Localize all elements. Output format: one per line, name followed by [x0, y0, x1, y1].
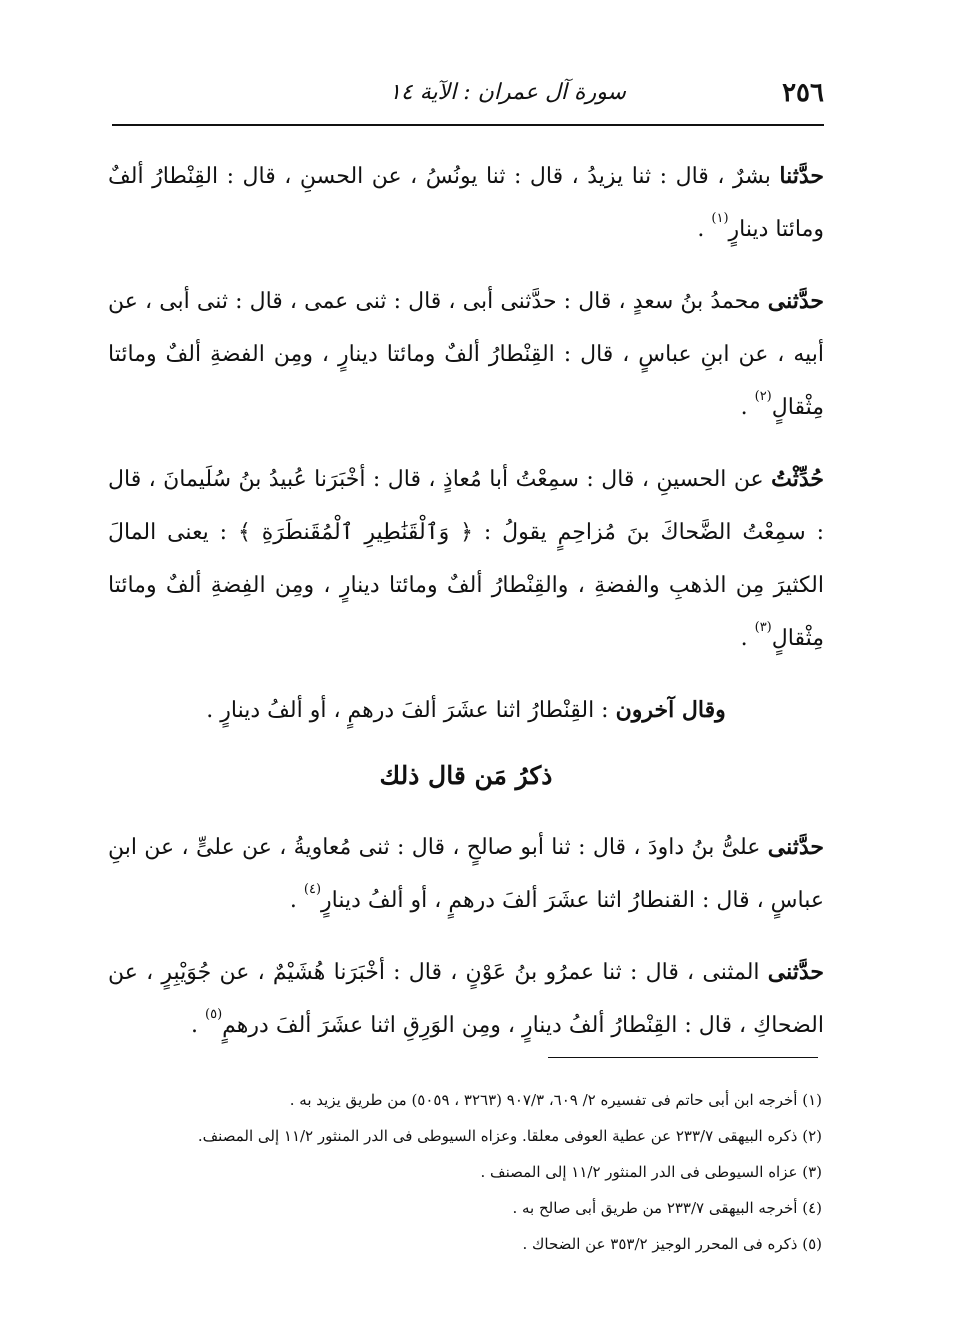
narration-paragraph [108, 453, 824, 668]
narration-lead: حُدِّثْتُ [771, 466, 824, 492]
footnote: (٣) عزاه السيوطى فى الدر المنثور ١١/٢ إلى المصنف . [480, 1163, 822, 1181]
narration-text: علىُّ بنُ داودَ ، قال : ثنا أبو صالحٍ ، قال : ثنى مُعاويةُ ، عن علىٍّ ، عن ابنِ عباسٍ ، قال : القنطارُ اثنا عشَرَ ألفَ درهمٍ ، أو ألفُ دينارٍ [108, 835, 824, 913]
header-rule [112, 124, 824, 126]
running-title: سورة آل عمران : الآية ١٤ [389, 80, 626, 105]
narration-lead: حدَّثنى [767, 959, 824, 985]
main-text [108, 150, 824, 1071]
narration-text: المثنى ، قال : ثنا عمرُو بنُ عَوْنٍ ، قال : أخْبَرَنا هُشَيْمٌ ، عن جُوَيْبِرٍ ، عن الضحاكِ ، قال : القِنْطارُ ألفُ دينارٍ ، ومِن الوَرِقِ اثنا عشَرَ ألفَ درهمٍ [108, 960, 824, 1038]
narration-text: بشرٌ ، قال : ثنا يزيدُ ، قال : ثنا يونُسُ ، عن الحسنِ ، قال : القِنْطارُ ألفٌ ومائتا دينارٍ [108, 164, 824, 242]
narration-lead: حدَّثنى [767, 834, 824, 860]
footnote-reference: (٥) [205, 1007, 223, 1022]
footnote: (٢) ذكره البيهقى ٢٣٣/٧ عن عطية العوفى معلقا. وعزاه السيوطى فى الدر المنثور ١١/٢ إلى المصنف. [197, 1127, 822, 1145]
narration-lead: وقال آخرون [615, 697, 726, 723]
footnote-reference: (٤) [303, 882, 322, 897]
narration-text: عن الحسينِ ، قال : سمِعْتُ أبا مُعاذٍ ، قال : أخْبَرَنا عُبيدُ بنُ سُلَيمانَ ، قال : سمِعْتُ الضَّحاكَ بنَ مُزاحِمٍ يقولُ : ﴿ وَٱلْقَنَٰطِيرِ ٱلْمُقَنطَرَةِ ﴾ : يعنى المالَ الكثيرَ مِن الذهبِ والفضةِ ، والقِنْطارُ ألفٌ ومائتا دينارٍ ، ومِن الفِضةِ ألفٌ ومائتا مِثْقالٍ [108, 467, 824, 651]
narration-text: : القِنْطارُ اثنا عشَرَ ألفَ درهمٍ ، أو ألفُ دينارٍ . [206, 698, 616, 723]
section-heading: ذكرُ مَن قال ذلك [379, 761, 553, 790]
page-header [112, 78, 824, 124]
narration-end: . [191, 1013, 206, 1038]
narration-paragraph [108, 150, 824, 259]
narration-lead: حدَّثنى [767, 288, 824, 314]
narration-end: . [697, 217, 712, 242]
narration-end: . [740, 395, 755, 420]
footnotes [108, 1086, 822, 1266]
footnote-reference: (١) [711, 211, 729, 226]
footnote: (٤) أخرجه البيهقى ٢٣٣/٧ من طريق أبى صالح به . [512, 1199, 822, 1217]
footnote-reference: (٢) [754, 389, 772, 404]
narration-text: محمدُ بنُ سعدٍ ، قال : حدَّثنى أبى ، قال : ثنى عمى ، قال : ثنى أبى ، عن أبيه ، عن ابنِ عباسٍ ، قال : القِنْطارُ ألفٌ ومائتا دينارٍ ، ومِن الفضةِ ألفٌ ومائتا مِثْقالٍ [108, 289, 824, 420]
footnote-reference: (٣) [754, 620, 772, 635]
page-number: ٢٥٦ [782, 78, 824, 108]
footnote: (١) أخرجه ابن أبى حاتم فى تفسيره ٢/ ٦٠٩، ٩٠٧/٣ (٣٢٦٣ ، ٥٠٥٩) من طريق يزيد به . [289, 1091, 822, 1109]
footnote-rule [548, 1057, 818, 1058]
narration-end: . [740, 626, 755, 651]
footnote: (٥) ذكره فى المحرر الوجيز ٣٥٣/٢ عن الضحاك . [522, 1235, 822, 1253]
narration-paragraph [108, 821, 824, 930]
narration-paragraph [108, 684, 824, 737]
narration-end: . [289, 888, 304, 913]
narration-paragraph [108, 275, 824, 437]
narration-paragraph [108, 946, 824, 1055]
narration-lead: حدَّثنا [779, 163, 824, 189]
